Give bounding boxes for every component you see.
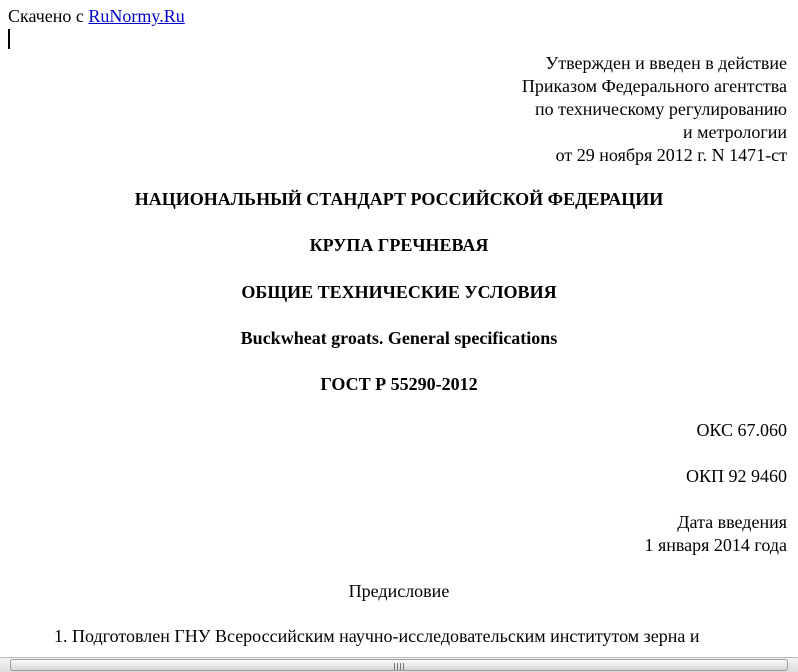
oks-code: ОКС 67.060 — [696, 420, 787, 440]
approval-line: Приказом Федерального агентства — [521, 76, 787, 96]
approval-line: Утвержден и введен в действие — [545, 53, 787, 73]
download-source-line — [8, 6, 185, 26]
product-title: КРУПА ГРЕЧНЕВАЯ — [309, 235, 489, 255]
english-title: Buckwheat groats. General specifications — [240, 328, 558, 348]
horizontal-scrollbar[interactable] — [0, 657, 798, 672]
preface-item-1: 1. Подготовлен ГНУ Всероссийским научно-исследовательским институтом зерна и — [54, 626, 700, 646]
approval-line: и метрологии — [683, 122, 787, 142]
preface-heading: Предисловие — [348, 581, 450, 601]
intro-date-value: 1 января 2014 года — [644, 535, 787, 555]
approval-line: по техническому регулированию — [534, 99, 787, 119]
download-prefix: Скачено с — [8, 6, 89, 26]
approval-block — [522, 52, 787, 167]
grip-icon — [394, 663, 404, 670]
scrollbar-thumb[interactable] — [10, 659, 788, 671]
runormy-link[interactable]: RuNormy.Ru — [88, 6, 185, 26]
okp-code: ОКП 92 9460 — [685, 466, 787, 486]
intro-date-label: Дата введения — [677, 512, 787, 532]
text-cursor — [8, 29, 10, 49]
conditions-title: ОБЩИЕ ТЕХНИЧЕСКИЕ УСЛОВИЯ — [241, 282, 557, 302]
gost-number: ГОСТ Р 55290-2012 — [320, 374, 478, 394]
approval-line: от 29 ноября 2012 г. N 1471-ст — [555, 145, 787, 165]
national-standard-heading: НАЦИОНАЛЬНЫЙ СТАНДАРТ РОССИЙСКОЙ ФЕДЕРАЦИИ — [134, 189, 664, 209]
